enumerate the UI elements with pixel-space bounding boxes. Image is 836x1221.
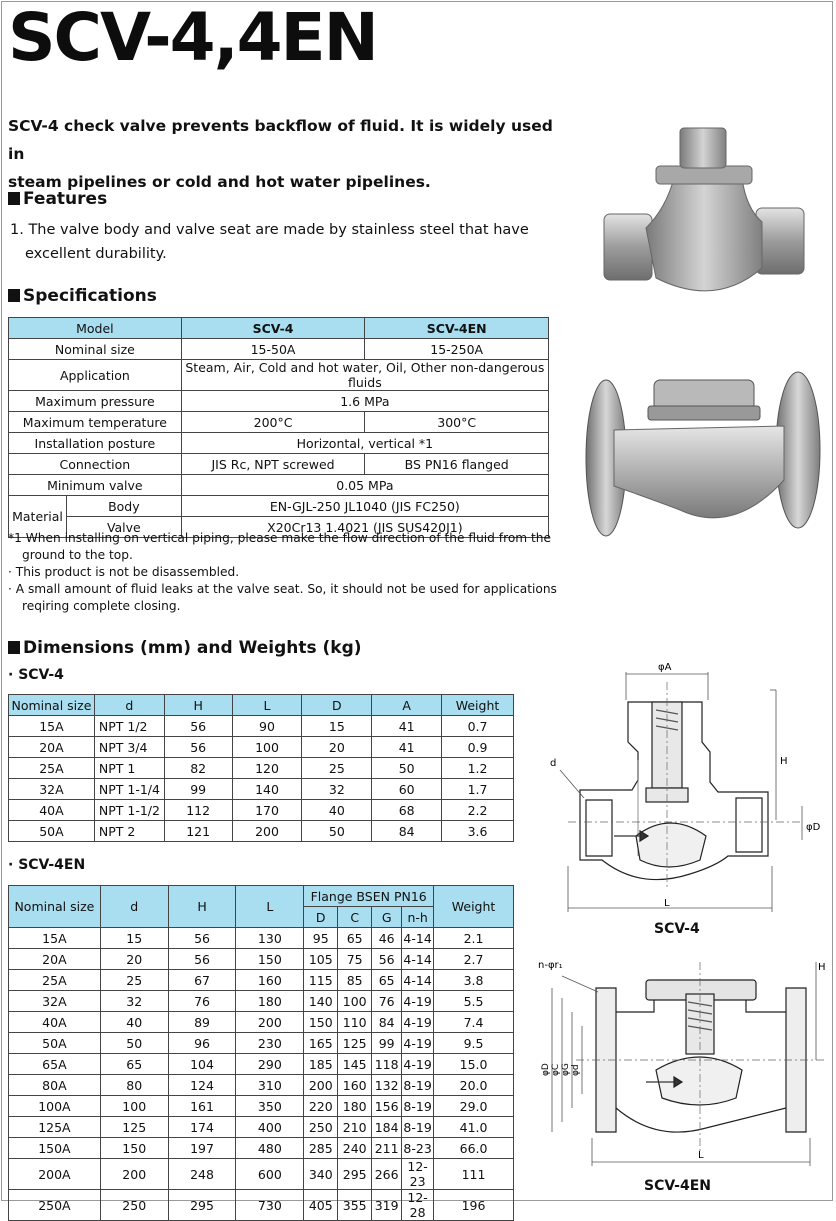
table-cell: 82 bbox=[164, 758, 232, 779]
feature-item-cont: excellent durability. bbox=[25, 246, 167, 262]
header-cell: D bbox=[302, 695, 372, 716]
spec-label: Connection bbox=[9, 454, 182, 475]
table-cell: 124 bbox=[168, 1075, 236, 1096]
table-cell: 15 bbox=[302, 716, 372, 737]
table-cell: 12-23 bbox=[402, 1159, 434, 1190]
table-row bbox=[9, 1190, 514, 1221]
table-cell: 150A bbox=[9, 1138, 101, 1159]
table-cell: NPT 1/2 bbox=[94, 716, 164, 737]
table-cell: 8-23 bbox=[402, 1138, 434, 1159]
note-line: · A small amount of fluid leaks at the valve seat. So, it should not be used for applications bbox=[8, 582, 557, 596]
table-row bbox=[9, 1159, 514, 1190]
table-cell: 310 bbox=[236, 1075, 304, 1096]
table-cell: NPT 1-1/4 bbox=[94, 779, 164, 800]
square-bullet-icon bbox=[8, 641, 20, 654]
table-cell: 240 bbox=[338, 1138, 372, 1159]
table-cell: 295 bbox=[338, 1159, 372, 1190]
table-cell: 355 bbox=[338, 1190, 372, 1221]
table-row bbox=[9, 391, 549, 412]
table-cell: 85 bbox=[338, 970, 372, 991]
table-cell: 730 bbox=[236, 1190, 304, 1221]
table-row bbox=[9, 779, 514, 800]
table-cell: 12-28 bbox=[402, 1190, 434, 1221]
table-cell: 7.4 bbox=[434, 1012, 514, 1033]
spec-label: Nominal size bbox=[9, 339, 182, 360]
table-cell: 125A bbox=[9, 1117, 101, 1138]
table-cell: 32 bbox=[100, 991, 168, 1012]
table-cell: 250 bbox=[100, 1190, 168, 1221]
table-row bbox=[9, 970, 514, 991]
table-row bbox=[9, 433, 549, 454]
table-cell: 32A bbox=[9, 991, 101, 1012]
table-cell: 121 bbox=[164, 821, 232, 842]
table-cell: 32 bbox=[302, 779, 372, 800]
dim-label: d bbox=[550, 758, 557, 769]
features-heading: Features bbox=[8, 188, 107, 210]
table-cell: 25 bbox=[302, 758, 372, 779]
table-header-row bbox=[9, 886, 514, 907]
table-cell: 350 bbox=[236, 1096, 304, 1117]
spec-cell: Model bbox=[9, 318, 182, 339]
note-line: *1 When installing on vertical piping, please make the flow direction of the fluid from the bbox=[8, 531, 552, 545]
table-cell: 80 bbox=[100, 1075, 168, 1096]
table-cell: 110 bbox=[338, 1012, 372, 1033]
table-cell: NPT 1-1/2 bbox=[94, 800, 164, 821]
table-row bbox=[9, 949, 514, 970]
header-cell: H bbox=[168, 886, 236, 928]
table-cell: 25A bbox=[9, 758, 95, 779]
table-cell: 56 bbox=[168, 949, 236, 970]
table-cell: 156 bbox=[372, 1096, 402, 1117]
table-cell: 200 bbox=[100, 1159, 168, 1190]
table-cell: 180 bbox=[338, 1096, 372, 1117]
table-row bbox=[9, 318, 549, 339]
scv4en-drawing-caption: SCV-4EN bbox=[644, 1178, 712, 1194]
table-cell: 0.9 bbox=[442, 737, 514, 758]
table-cell: 165 bbox=[304, 1033, 338, 1054]
table-cell: 200A bbox=[9, 1159, 101, 1190]
table-cell: 41.0 bbox=[434, 1117, 514, 1138]
header-cell: Weight bbox=[442, 695, 514, 716]
table-row bbox=[9, 412, 549, 433]
table-cell: 111 bbox=[434, 1159, 514, 1190]
spec-cell: JIS Rc, NPT screwed bbox=[181, 454, 365, 475]
header-cell: C bbox=[338, 907, 372, 928]
table-cell: 104 bbox=[168, 1054, 236, 1075]
table-cell: 46 bbox=[372, 928, 402, 949]
table-cell: 295 bbox=[168, 1190, 236, 1221]
table-cell: 20A bbox=[9, 949, 101, 970]
table-cell: 65A bbox=[9, 1054, 101, 1075]
table-cell: 100 bbox=[338, 991, 372, 1012]
scv4en-product-photo bbox=[584, 360, 822, 540]
specifications-heading: Specifications bbox=[8, 285, 157, 307]
table-cell: 40 bbox=[302, 800, 372, 821]
header-cell: n-h bbox=[402, 907, 434, 928]
header-cell: D bbox=[304, 907, 338, 928]
table-cell: 50A bbox=[9, 1033, 101, 1054]
table-cell: NPT 2 bbox=[94, 821, 164, 842]
table-cell: 3.8 bbox=[434, 970, 514, 991]
table-row bbox=[9, 1033, 514, 1054]
table-cell: 112 bbox=[164, 800, 232, 821]
table-row bbox=[9, 339, 549, 360]
table-cell: 15.0 bbox=[434, 1054, 514, 1075]
spec-cell: 200°C bbox=[181, 412, 365, 433]
table-cell: 160 bbox=[338, 1075, 372, 1096]
spec-label: Minimum valve bbox=[9, 475, 182, 496]
table-cell: 65 bbox=[372, 970, 402, 991]
table-cell: 4-19 bbox=[402, 1054, 434, 1075]
table-cell: 40A bbox=[9, 800, 95, 821]
table-cell: 25A bbox=[9, 970, 101, 991]
header-cell: d bbox=[94, 695, 164, 716]
table-cell: 76 bbox=[372, 991, 402, 1012]
table-cell: 4-14 bbox=[402, 928, 434, 949]
table-cell: 4-14 bbox=[402, 949, 434, 970]
table-cell: 285 bbox=[304, 1138, 338, 1159]
table-cell: 65 bbox=[100, 1054, 168, 1075]
table-cell: 9.5 bbox=[434, 1033, 514, 1054]
dim-label: φD bbox=[806, 822, 821, 833]
spec-label: Maximum temperature bbox=[9, 412, 182, 433]
table-cell: 200 bbox=[236, 1012, 304, 1033]
scv4en-dimensions-table bbox=[8, 885, 514, 1221]
scv4-dimensions-table bbox=[8, 694, 514, 842]
table-cell: 248 bbox=[168, 1159, 236, 1190]
intro-text bbox=[8, 112, 568, 196]
table-cell: 184 bbox=[372, 1117, 402, 1138]
table-cell: 185 bbox=[304, 1054, 338, 1075]
table-row bbox=[9, 737, 514, 758]
page-title: SCV-4,4EN bbox=[8, 0, 377, 76]
features-list bbox=[10, 218, 570, 266]
table-cell: 50 bbox=[100, 1033, 168, 1054]
table-cell: 220 bbox=[304, 1096, 338, 1117]
table-cell: 15 bbox=[100, 928, 168, 949]
table-row bbox=[9, 758, 514, 779]
table-header-row bbox=[9, 695, 514, 716]
spec-notes bbox=[8, 530, 568, 615]
header-cell: Weight bbox=[434, 886, 514, 928]
table-cell: 15A bbox=[9, 928, 101, 949]
table-row bbox=[9, 496, 549, 517]
table-cell: 100A bbox=[9, 1096, 101, 1117]
table-cell: 29.0 bbox=[434, 1096, 514, 1117]
dim-label: H bbox=[780, 756, 788, 767]
table-cell: 230 bbox=[236, 1033, 304, 1054]
table-cell: 340 bbox=[304, 1159, 338, 1190]
feature-item: 1. The valve body and valve seat are made by stainless steel that have bbox=[10, 222, 529, 238]
note-line: · This product is not be disassembled. bbox=[8, 565, 240, 579]
dim-label: φC bbox=[551, 1063, 561, 1076]
table-cell: 80A bbox=[9, 1075, 101, 1096]
table-cell: 2.7 bbox=[434, 949, 514, 970]
table-cell: 250A bbox=[9, 1190, 101, 1221]
table-cell: 174 bbox=[168, 1117, 236, 1138]
dim-label: φD bbox=[541, 1063, 551, 1076]
table-cell: 32A bbox=[9, 779, 95, 800]
header-cell: Nominal size bbox=[9, 695, 95, 716]
table-cell: NPT 3/4 bbox=[94, 737, 164, 758]
table-cell: 125 bbox=[100, 1117, 168, 1138]
spec-label: Body bbox=[66, 496, 181, 517]
table-cell: 4-14 bbox=[402, 970, 434, 991]
table-cell: 145 bbox=[338, 1054, 372, 1075]
dim-label: L bbox=[664, 898, 670, 909]
header-cell: G bbox=[372, 907, 402, 928]
dim-label: H bbox=[818, 962, 826, 973]
table-cell: 67 bbox=[168, 970, 236, 991]
table-cell: 120 bbox=[232, 758, 302, 779]
table-cell: 140 bbox=[304, 991, 338, 1012]
table-cell: 4-19 bbox=[402, 1012, 434, 1033]
spec-cell: 0.05 MPa bbox=[181, 475, 548, 496]
table-cell: 76 bbox=[168, 991, 236, 1012]
scv4-drawing-caption: SCV-4 bbox=[654, 921, 700, 937]
table-cell: 50A bbox=[9, 821, 95, 842]
table-cell: 96 bbox=[168, 1033, 236, 1054]
table-row bbox=[9, 1012, 514, 1033]
table-cell: 60 bbox=[372, 779, 442, 800]
spec-label: Material bbox=[9, 496, 67, 538]
table-cell: 20 bbox=[302, 737, 372, 758]
spec-cell: 300°C bbox=[365, 412, 549, 433]
table-row bbox=[9, 716, 514, 737]
table-cell: 1.2 bbox=[442, 758, 514, 779]
table-cell: 150 bbox=[236, 949, 304, 970]
scv4-subheading: · SCV-4 bbox=[8, 667, 64, 683]
table-cell: 8-19 bbox=[402, 1096, 434, 1117]
table-row bbox=[9, 800, 514, 821]
header-cell: d bbox=[100, 886, 168, 928]
table-cell: 4-19 bbox=[402, 1033, 434, 1054]
table-cell: 150 bbox=[304, 1012, 338, 1033]
table-cell: 20 bbox=[100, 949, 168, 970]
table-cell: 84 bbox=[372, 821, 442, 842]
table-cell: 20.0 bbox=[434, 1075, 514, 1096]
spec-cell: SCV-4 bbox=[181, 318, 365, 339]
table-cell: 99 bbox=[372, 1033, 402, 1054]
table-cell: 4-19 bbox=[402, 991, 434, 1012]
spec-cell: SCV-4EN bbox=[365, 318, 549, 339]
spec-cell: 1.6 MPa bbox=[181, 391, 548, 412]
spec-cell: Steam, Air, Cold and hot water, Oil, Other non-dangerous fluids bbox=[181, 360, 548, 391]
header-cell: A bbox=[372, 695, 442, 716]
table-cell: 266 bbox=[372, 1159, 402, 1190]
table-cell: 161 bbox=[168, 1096, 236, 1117]
table-cell: 50 bbox=[302, 821, 372, 842]
spec-label: Maximum pressure bbox=[9, 391, 182, 412]
table-cell: 210 bbox=[338, 1117, 372, 1138]
spec-label: Installation posture bbox=[9, 433, 182, 454]
table-cell: 41 bbox=[372, 716, 442, 737]
table-cell: 56 bbox=[168, 928, 236, 949]
table-cell: 95 bbox=[304, 928, 338, 949]
spec-cell: Horizontal, vertical *1 bbox=[181, 433, 548, 454]
table-cell: 66.0 bbox=[434, 1138, 514, 1159]
table-cell: 160 bbox=[236, 970, 304, 991]
scv4-drawing bbox=[540, 660, 830, 922]
scv4-product-photo bbox=[596, 118, 812, 304]
table-cell: 40 bbox=[100, 1012, 168, 1033]
table-cell: 89 bbox=[168, 1012, 236, 1033]
table-row bbox=[9, 991, 514, 1012]
table-cell: NPT 1 bbox=[94, 758, 164, 779]
table-cell: 99 bbox=[164, 779, 232, 800]
spec-cell: X20Cr13 1.4021 (JIS SUS420J1) bbox=[181, 517, 548, 538]
table-cell: 250 bbox=[304, 1117, 338, 1138]
dim-label: φd bbox=[571, 1064, 581, 1076]
spec-label: Valve bbox=[66, 517, 181, 538]
table-row bbox=[9, 1138, 514, 1159]
table-cell: 3.6 bbox=[442, 821, 514, 842]
dim-label: n-φr₁ bbox=[538, 960, 563, 971]
table-cell: 200 bbox=[232, 821, 302, 842]
table-cell: 2.2 bbox=[442, 800, 514, 821]
table-cell: 400 bbox=[236, 1117, 304, 1138]
header-cell: Nominal size bbox=[9, 886, 101, 928]
table-cell: 600 bbox=[236, 1159, 304, 1190]
square-bullet-icon bbox=[8, 289, 20, 302]
table-cell: 5.5 bbox=[434, 991, 514, 1012]
table-cell: 100 bbox=[232, 737, 302, 758]
table-cell: 20A bbox=[9, 737, 95, 758]
table-cell: 118 bbox=[372, 1054, 402, 1075]
table-row bbox=[9, 360, 549, 391]
table-cell: 150 bbox=[100, 1138, 168, 1159]
table-cell: 130 bbox=[236, 928, 304, 949]
table-cell: 196 bbox=[434, 1190, 514, 1221]
table-cell: 90 bbox=[232, 716, 302, 737]
table-cell: 65 bbox=[338, 928, 372, 949]
dim-label: φG bbox=[561, 1063, 571, 1076]
spec-cell: EN-GJL-250 JL1040 (JIS FC250) bbox=[181, 496, 548, 517]
table-cell: 100 bbox=[100, 1096, 168, 1117]
table-cell: 180 bbox=[236, 991, 304, 1012]
table-cell: 1.7 bbox=[442, 779, 514, 800]
spec-cell: BS PN16 flanged bbox=[365, 454, 549, 475]
table-cell: 0.7 bbox=[442, 716, 514, 737]
table-row bbox=[9, 454, 549, 475]
note-line: reqiring complete closing. bbox=[22, 599, 181, 613]
table-cell: 56 bbox=[164, 716, 232, 737]
dim-label: L bbox=[698, 1150, 704, 1161]
scv4en-subheading: · SCV-4EN bbox=[8, 857, 86, 873]
table-cell: 197 bbox=[168, 1138, 236, 1159]
header-cell: L bbox=[232, 695, 302, 716]
header-cell: H bbox=[164, 695, 232, 716]
table-cell: 405 bbox=[304, 1190, 338, 1221]
header-cell: L bbox=[236, 886, 304, 928]
table-cell: 75 bbox=[338, 949, 372, 970]
note-line: ground to the top. bbox=[22, 548, 133, 562]
dim-label: φA bbox=[658, 662, 672, 673]
intro-line: steam pipelines or cold and hot water pipelines. bbox=[8, 173, 431, 191]
table-cell: 211 bbox=[372, 1138, 402, 1159]
table-cell: 50 bbox=[372, 758, 442, 779]
table-cell: 41 bbox=[372, 737, 442, 758]
table-cell: 480 bbox=[236, 1138, 304, 1159]
table-row bbox=[9, 1096, 514, 1117]
table-cell: 105 bbox=[304, 949, 338, 970]
table-cell: 290 bbox=[236, 1054, 304, 1075]
table-cell: 56 bbox=[372, 949, 402, 970]
intro-line: SCV-4 check valve prevents backflow of fluid. It is widely used in bbox=[8, 117, 553, 163]
dimensions-heading: Dimensions (mm) and Weights (kg) bbox=[8, 637, 362, 659]
scv4en-drawing bbox=[536, 952, 830, 1172]
table-cell: 319 bbox=[372, 1190, 402, 1221]
table-cell: 125 bbox=[338, 1033, 372, 1054]
table-cell: 140 bbox=[232, 779, 302, 800]
table-cell: 8-19 bbox=[402, 1075, 434, 1096]
spec-cell: 15-250A bbox=[365, 339, 549, 360]
spec-cell: 15-50A bbox=[181, 339, 365, 360]
table-row bbox=[9, 475, 549, 496]
table-cell: 200 bbox=[304, 1075, 338, 1096]
table-row bbox=[9, 1054, 514, 1075]
table-cell: 40A bbox=[9, 1012, 101, 1033]
square-bullet-icon bbox=[8, 192, 20, 205]
table-cell: 8-19 bbox=[402, 1117, 434, 1138]
spec-label: Application bbox=[9, 360, 182, 391]
table-cell: 15A bbox=[9, 716, 95, 737]
table-row bbox=[9, 1117, 514, 1138]
table-cell: 56 bbox=[164, 737, 232, 758]
header-cell: Flange BSEN PN16 bbox=[304, 886, 434, 907]
table-cell: 25 bbox=[100, 970, 168, 991]
table-cell: 84 bbox=[372, 1012, 402, 1033]
table-cell: 115 bbox=[304, 970, 338, 991]
table-row bbox=[9, 821, 514, 842]
specifications-table bbox=[8, 317, 549, 538]
table-row bbox=[9, 928, 514, 949]
table-row bbox=[9, 1075, 514, 1096]
table-cell: 132 bbox=[372, 1075, 402, 1096]
table-cell: 68 bbox=[372, 800, 442, 821]
table-cell: 2.1 bbox=[434, 928, 514, 949]
table-cell: 170 bbox=[232, 800, 302, 821]
